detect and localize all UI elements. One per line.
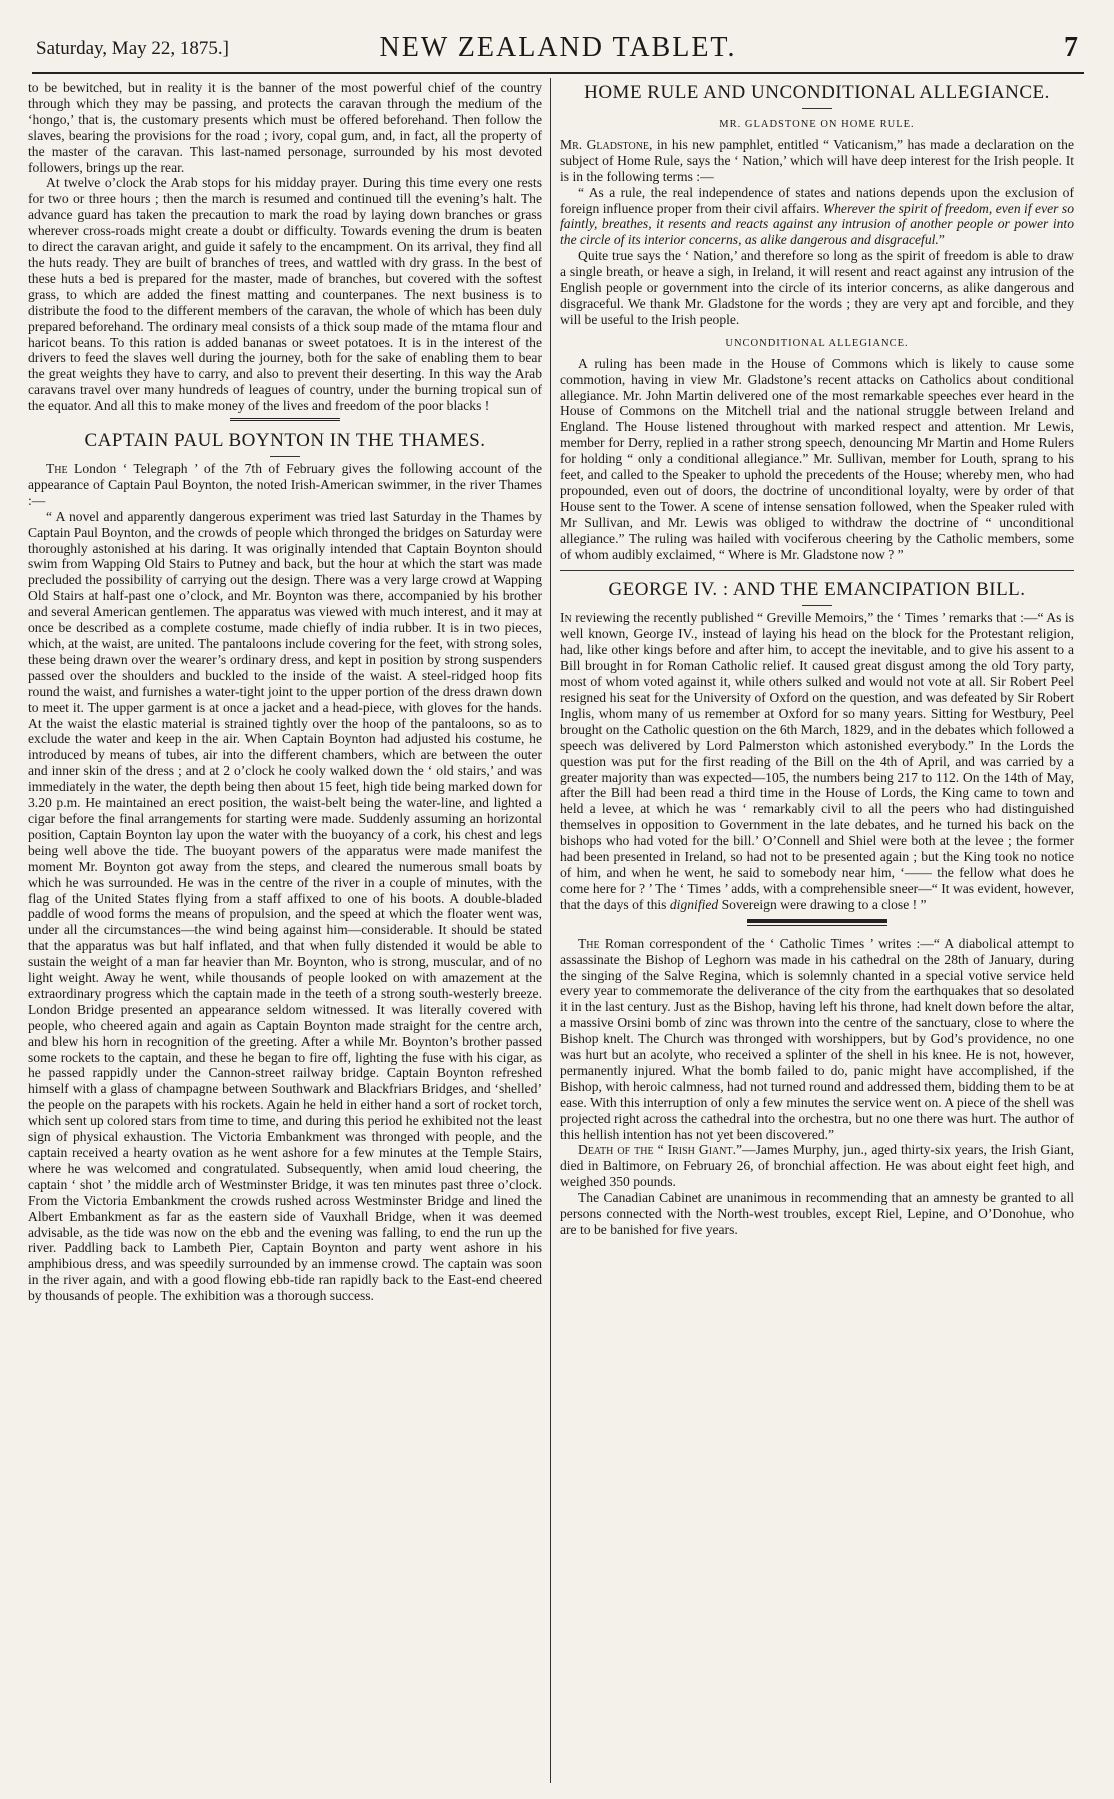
giant-paragraph [560,1142,1074,1190]
canada-paragraph: The Canadian Cabinet are unanimous in recommending that an amnesty be granted to all persons connected with the North-west troubles, except Riel, Lepine, and O’Donohue, who are to be banished for five years. [560,1190,1074,1237]
boynton-intro [28,461,542,509]
section-divider [560,570,1074,571]
roman-lead: The [578,935,600,951]
home-rule-subheading: MR. GLADSTONE ON HOME RULE. [719,119,915,130]
unconditional-paragraph: A ruling has been made in the House of Commons which is likely to cause some commotion, having in view Mr. Gladstone’s recent attacks on Catholics about conditional allegiance. Mr. John Martin delivered one of the most remarkable speeches ever heard in the House of Commons on the Mitchell trial and the national struggle between Ireland and England. The House listened throughout with marked respect and attention. Mr Lewis, member for Derry, replied in a rather strong speech, denouncing Mr Martin and Home Rulers for holding “ only a conditional allegiance.” Mr. Sullivan, member for Louth, sprang to his feet, and called to the Speaker to uphold the precedents of the House; whereby men, who had propounded, even out of doors, the doctrine of unconditional loyalty, were by order of that House sent to the Tower. A scene of intense sensation followed, when the Speaker ruled with Mr Sullivan, and Mr. Lewis was obliged to withdraw the doctrine of “ unconditional allegiance.” The ruling was hailed with vociferous cheering by the Catholic members, some of whom audibly exclaimed, “ Where is Mr. Gladstone now ? ” [560,355,1074,562]
section-divider-heavy [747,919,887,926]
masthead [32,28,1084,68]
left-column [28,80,542,1304]
newspaper-title: NEW ZEALAND TABLET. [379,32,737,63]
gladstone-quote [560,185,1074,249]
gladstone-quote-end: ” [938,232,945,248]
section-divider [230,418,340,424]
roman-text: Roman correspondent of the ‘ Catholic Times ’ writes :—“ A diabolical attempt to assassinate the Bishop of Leghorn was made in his cathedral on the 28th of January, during the singing of the Salve Regina, which is solemnly chanted in a special votive service held every year to commemorate the deliverance of the city from the earthquakes that so desolated it in the last century. Just as the Bishop, having left his throne, had knelt down before the altar, a massive Orsini bomb of zinc was thrown into the centre of the sanctuary, close to where the Bishop knelt. The Church was thronged with worshippers, but by God’s providence, no one was hurt but an acolyte, who received a splinter of the shell in his knee. He is not, however, permanently injured. What the bomb failed to do, panic might have accomplished, if the Bishop, with heroic calmness, had not turned round and addressed them, bidding them to be at ease. With this interruption of only a few minutes the service went on. A piece of the shell was projected right across the cathedral into the orchestra, but no one there was hurt. The author of this hellish intention has not yet been discovered.” [560,935,1074,1142]
gladstone-quote-text: “ As a rule, the real independence of states and nations depends upon the exclusion of foreign influence proper from their civil affairs. [560,184,1074,216]
george-italic: dignified [669,896,719,912]
boynton-body: “ A novel and apparently dangerous experiment was tried last Saturday in the Thames by Captain Paul Boynton, and the crowds of people which thronged the bridges on Saturday were thoroughly astonished at his daring. It was originally intended that Captain Boynton should swim from Wapping Old Stairs to Putney and back, but the hour at which the start was made precluded the possibility of carrying out the design. There was a very large crowd at Wapping Old Stairs at half-past one o’clock, and Mr. Boynton was there, accompanied by his brother and several American gentlemen. The apparatus was viewed with much interest, and it may at once be described as a complete costume, made chiefly of india rubber. It is in two pieces, which, at the waist, are united. The pantaloons include covering for the feet, with strong soles, these being drawn over the wearer’s ordinary dress, and kept in position by strong suspenders passed over the shoulders and buckled to the inside of the waist. A steel-ridged hoop fits round the waist, and furnishes a water-tight joint to the upper portion of the dress drawn down to meet it. The upper garment is at once a jacket and a head-piece, with gloves for the hands. At the waist the elastic material is strained tightly over the hoop of the pantaloons, so as to exclude the water and keep in the air. When Captain Boynton had adjusted his costume, he introduced by means of tubes, air into the different chambers, which are between the outer and inner skin of the dress ; and at 2 o’clock he cooly walked down the ‘ old stairs,’ and was immediately in the water, the depth being then about 15 feet, high tide being marked down for 3.20 p.m. He maintained an erect position, the waist-belt being the water-line, and lighted a cigar before the final arrangements for starting were made. Suddenly assuming an horizontal position, Captain Boynton lay upon the water with the buoyancy of a cork, his chest and legs being well above the tide. The buoyant powers of the apparatus were made manifest the moment Mr. Boynton got away from the steps, and cleared the numerous small boats by which he was surrounded. He was in the centre of the river in a couple of minutes, with the flag of the United States flying from a staff affixed to one of his boots. A double-bladed paddle of wood forms the means of propulsion, and the speed at which the floater went was, under all the circumstances—the wind being against him—considerable. It should be stated that the apparatus was but half inflated, and that when fully distended it would be able to sustain the weight of a man far heavier than Mr. Boynton, who is strong, muscular, and of no light weight. Away he went, while thousands of people looked on with amazement at the extraordinary progress which the captain made in the teeth of a strong south-westerly breeze. London Bridge presented an appearance seldom witnessed. It was literally covered with people, who cheered again and again as Captain Boynton made straight for the centre arch, and blew his horn in recognition of the greeting. After a while Mr. Boynton’s brother passed some rockets to the captain, and these he began to fire off, lighting the fuse with his cigar, as he passed rappidly under the Cannon-street railway bridge. Captain Boynton refreshed himself with a glass of champagne between Southwark and Blackfriars Bridges, and ‘shelled’ the people on the parapets with his rockets. Again he held in either hand a sort of rocket torch, which sent up colored stars from time to time, and during this period he exhibited not the least sign of physical exhaustion. The Victoria Embankment was thronged with people, and the captain received a hearty ovation as he went ashore for a few minutes at the Temple Stairs, where he was welcomed and congratulated. Subsequently, when amid loud cheering, the captain ‘ shot ’ the middle arch of Westminster Bridge, it was ten minutes past three o’clock. From the Victoria Embankment the crowds rushed across Westminster Bridge and lined the Albert Embankment as far as the eastern side of Vauxhall Bridge, when it was deemed advisable, as the tide was now on the ebb and the evening was falling, to end the run up the river. Paddling back to Lambeth Pier, Captain Boynton and party went ashore in his amphibious dress, and was speedily surrounded by an immense crowd. The captain was soon in the river again, and with a good flowing ebb-tide ran rapidly back to the East-end cheered by thousands of people. The exhibition was a thorough success. [28,508,542,1304]
george-end: Sovereign were drawing to a close ! ” [718,896,927,912]
george-heading: GEORGE IV. : AND THE EMANCIPATION BILL. [608,579,1026,601]
gladstone-lead: Mr. Gladstone, [560,136,653,152]
home-rule-paragraph-1 [560,137,1074,185]
giant-lead: Death of the “ Irish Giant.” [578,1142,743,1158]
home-rule-heading: HOME RULE AND UNCONDITIONAL ALLEGIANCE. [584,82,1050,103]
right-column [560,80,1074,1238]
boynton-intro-text: London ‘ Telegraph ’ of the 7th of February gives the following account of the appearance of Captain Paul Boynton, the noted Irish-American swimmer, in the river Thames :— [28,461,542,508]
boynton-heading: CAPTAIN PAUL BOYNTON IN THE THAMES. [84,430,486,452]
roman-paragraph [560,936,1074,1143]
george-paragraph [560,610,1074,912]
boynton-intro-lead: The [46,461,68,477]
heading-rule [802,108,832,109]
home-rule-paragraph-1-text: in his new pamphlet, entitled “ Vaticanism,” has made a declaration on the subject of Home Rule, says the ‘ Nation,’ which will have deep interest for the Irish people. It is in the following terms :— [560,136,1074,184]
heading-rule [270,456,300,457]
heading-rule [802,605,832,606]
column-divider [550,78,551,1783]
caravan-paragraph-2: At twelve o’clock the Arab stops for his midday prayer. During this time every one rests for two or three hours ; then the march is resumed and continued till the evening’s halt. The advance guard has taken the precaution to mark the road by laying down branches or grass wherever cross-roads might create a doubt or difficulty. Towards evening the drum is beaten to direct the caravan aright, and guide it safely to the encampment. On its arrival, they find all the huts ready. They are built of branches of trees, and wattled with dry grass. In the best of these huts a bed is prepared for the master, made of branches, but covered with the softest grass, to which are added the finest matting and counterpanes. The next business is to distribute the food to the different members of the caravan, the whole of which has been duly prepared beforehand. The ordinary meal consists of a thick soup made of the mtama flour and haricot beans. To this ration is added bananas or sweet potatoes. It is in the interest of the drivers to feed the slaves well during the journey, both for the sake of enabling them to bear the great weights they have to carry, and also to prevent their deserting. In this way the Arab caravans travel over many hundreds of leagues of country, under the burning tropical sun of the equator. And all this to make money of the lives and freedom of the poor blacks ! [28,175,542,414]
unconditional-subheading: UNCONDITIONAL ALLEGIANCE. [725,337,909,349]
giant-text: —James Murphy, jun., aged thirty-six years, the Irish Giant, died in Baltimore, on February 26, of bronchial affection. He was about eight feet high, and weighed 350 pounds. [560,1142,1074,1190]
george-text: reviewing the recently published “ Greville Memoirs,” the ‘ Times ’ remarks that :—“ As is well known, George IV., instead of laying his head on the block for the Protestant religion, had, like other kings before and after him, to accept the inevitable, and to give his assent to a Bill brought in for Roman Catholic relief. It caused great disgust among the old Tory party, most of whom voted against it, while others sulked and would not vote at all. Sir Robert Peel resigned his seat for the University of Oxford on the question, and was defeated by Sir Robert Inglis, whom many of us remember at Oxford for so many years. Sitting for Westbury, Peel brought on the Catholic question on the 6th March, 1829, and in the debates which followed a speech was delivered by Lord Palmerston which astonished everybody.” In the Lords the question was put for the first reading of the Bill on the 4th of April, and was carried by a greater majority than was expected—105, the numbers being 217 to 112. On the 14th of May, after the Bill had been read a third time in the House of Lords, the King came to town and held a levee, at which he was ‘ remarkably civil to all the peers who had distinguished themselves in opposition to Government in the late debates, and he turned his back on the bishops who had voted for the bill.’ O’Connell and Shiel were both at the levee ; the former had been presented in Ireland, so had not to be presented again ; but the King took no notice of him, and when he went, he said to somebody near him, ‘—— the fellow what does he come here for ? ’ The ‘ Times ’ adds, with a comprehensible sneer—“ It was evident, however, that the days of this [560,610,1074,912]
masthead-rule [32,72,1084,74]
caravan-paragraph-1: to be bewitched, but in reality it is the banner of the most powerful chief of the country through which they may be passing, and protects the caravan through the medium of the ‘hongo,’ that is, the customary presents which must be offered beforehand. Then follow the slaves, bearing the provisions for the road ; ivory, copal gum, and, in fact, all the property of the master of the caravan. This last-named personage, surrounded by his most devoted followers, brings up the rear. [28,80,542,175]
george-lead: In [560,610,572,626]
page-number: 7 [1064,32,1078,63]
home-rule-paragraph-2: Quite true says the ‘ Nation,’ and therefore so long as the spirit of freedom is able to draw a single breath, or heave a sigh, in Ireland, it will resent and react against any intrusion of the English people or government into the circle of its interior concerns, as alike dangerous and disgraceful. We thank Mr. Gladstone for the words ; they are very apt and forcible, and they will be useful to the Irish people. [560,248,1074,327]
gladstone-quote-italic: Wherever the spirit of freedom, even if ever so faintly, breathes, it resents and reacts against any intrusion of another people or power into the circle of its interior concerns, as alike dangerous and disgraceful. [560,200,1074,248]
issue-date: Saturday, May 22, 1875.] [36,38,229,59]
